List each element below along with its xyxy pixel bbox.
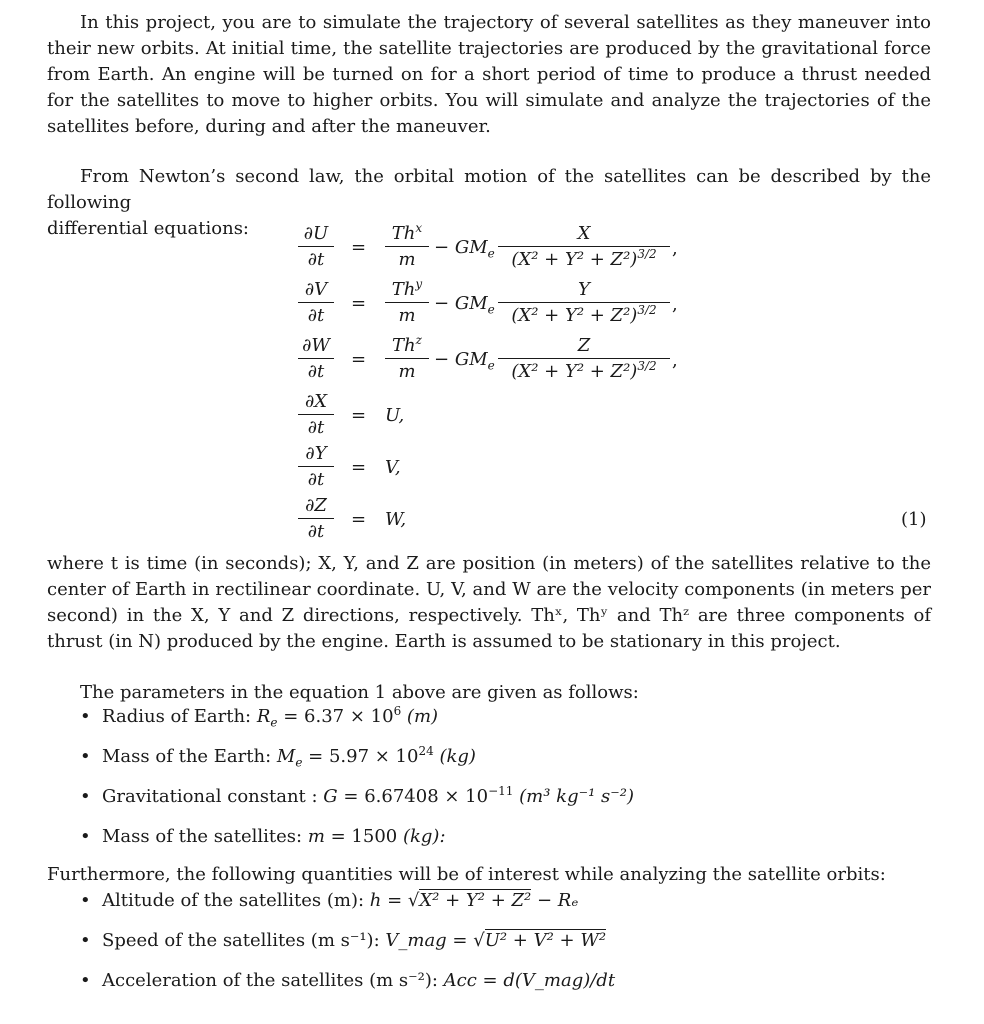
bullet-icon: •	[80, 746, 91, 767]
bullet-icon: •	[80, 706, 91, 727]
rhs-value: V,	[385, 457, 401, 478]
bullet-icon: •	[80, 786, 91, 807]
equals-sign: =	[351, 293, 367, 314]
bullet-icon: •	[80, 970, 91, 991]
gravity-term: − $GM_e$	[434, 237, 495, 261]
quantities-list	[80, 888, 960, 1008]
rhs-value: U,	[385, 405, 405, 426]
bullet-icon: •	[80, 930, 91, 951]
comma: ,	[672, 350, 678, 371]
rhs-value: W,	[385, 509, 407, 530]
where-line: where t is time (in seconds); X, Y, and Z are position (in meters) of the satellites relative to the	[47, 553, 931, 574]
equals-sign: =	[351, 349, 367, 370]
bullet-icon: •	[80, 826, 91, 847]
lhs-fraction	[298, 334, 334, 385]
lhs-numerator: ∂X	[304, 391, 328, 412]
where-line: thrust (in N) produced by the engine. Earth is assumed to be stationary in this project.	[47, 631, 841, 652]
intro-line: satellites before, during and after the maneuver.	[47, 116, 491, 137]
intro-line: for the satellites to move to higher orbits. You will simulate and analyze the trajectories of the	[47, 90, 931, 111]
thrust-fraction	[385, 278, 429, 329]
lhs-numerator: ∂U	[303, 223, 329, 244]
newton-line: From Newton’s second law, the orbital motion of the satellites can be described by the following	[47, 166, 931, 213]
mass-denominator: m	[398, 361, 416, 382]
thrust-numerator: Th$^y$	[391, 277, 423, 300]
params-intro-text: The parameters in the equation 1 above are given as follows:	[80, 682, 639, 703]
gravity-term: − $GM_e$	[434, 349, 495, 373]
equation-row-x	[0, 390, 984, 446]
equals-sign: =	[351, 405, 367, 426]
params-list	[80, 704, 960, 864]
equation-row-w	[0, 334, 984, 390]
list-item: • Acceleration of the satellites (m s⁻²): Acc = d(V_mag)/dt	[80, 968, 960, 1008]
gravity-denominator: $(X^2 + Y^2 + Z^2)^{3/2}$	[511, 359, 657, 382]
furthermore-text: Furthermore, the following quantities will be of interest while analyzing the satellite orbits:	[47, 864, 886, 885]
equation-number: (1)	[901, 509, 927, 530]
thrust-numerator: Th$^z$	[392, 333, 422, 356]
where-paragraph	[47, 551, 931, 655]
list-item: • Mass of the Earth: $M_e = 5.97 \times 10^{24}$ (kg)	[80, 744, 476, 770]
thrust-numerator: Th$^x$	[391, 221, 423, 244]
where-line: center of Earth in rectilinear coordinate. U, V, and W are the velocity components (in meters per	[47, 579, 931, 600]
lhs-denominator: ∂t	[307, 417, 325, 438]
furthermore-paragraph	[47, 862, 931, 888]
list-item: • Gravitational constant : $G = 6.67408 \times 10^{-11}$ (m³ kg⁻¹ s⁻²)	[80, 784, 960, 824]
newton-line: differential equations:	[47, 218, 249, 239]
where-line: second) in the X, Y and Z directions, respectively. Thˣ, Thʸ and Thᶻ are three components of	[47, 605, 931, 626]
gravity-term: − $GM_e$	[434, 293, 495, 317]
lhs-denominator: ∂t	[307, 469, 325, 490]
gravity-numerator: Z	[577, 335, 591, 356]
lhs-fraction	[298, 390, 334, 441]
gravity-numerator: Y	[578, 279, 590, 300]
lhs-numerator: ∂Z	[305, 495, 327, 516]
thrust-fraction	[385, 334, 429, 385]
lhs-denominator: ∂t	[307, 305, 325, 326]
params-intro	[47, 680, 931, 706]
lhs-numerator: ∂Y	[305, 443, 327, 464]
gravity-fraction	[498, 278, 670, 329]
intro-line: In this project, you are to simulate the trajectory of several satellites as they maneuver into	[80, 12, 931, 33]
lhs-fraction	[298, 222, 334, 273]
lhs-fraction	[298, 278, 334, 329]
intro-line: from Earth. An engine will be turned on for a short period of time to produce a thrust needed	[47, 64, 931, 85]
list-item: • Speed of the satellites (m s⁻¹): V_mag = √U² + V² + W²	[80, 928, 960, 968]
list-item: • Radius of Earth: $R_e = 6.37 \times 10^6$ (m)	[80, 704, 439, 730]
lhs-numerator: ∂V	[304, 279, 328, 300]
lhs-denominator: ∂t	[307, 361, 325, 382]
gravity-fraction	[498, 222, 670, 273]
bullet-icon: •	[80, 890, 91, 911]
intro-paragraph	[47, 10, 931, 140]
mass-denominator: m	[398, 305, 416, 326]
list-item: • Mass of the satellites: m = 1500 (kg):	[80, 824, 960, 864]
lhs-denominator: ∂t	[307, 249, 325, 270]
list-item: • Altitude of the satellites (m): h = √X² + Y² + Z² − Rₑ	[80, 888, 960, 928]
gravity-denominator: $(X^2 + Y^2 + Z^2)^{3/2}$	[511, 303, 657, 326]
lhs-fraction	[298, 442, 334, 493]
thrust-fraction	[385, 222, 429, 273]
gravity-fraction	[498, 334, 670, 385]
gravity-numerator: X	[577, 223, 591, 244]
equals-sign: =	[351, 237, 367, 258]
equation-row-v	[0, 278, 984, 334]
equation-block	[0, 218, 984, 548]
lhs-numerator: ∂W	[302, 335, 330, 356]
gravity-denominator: $(X^2 + Y^2 + Z^2)^{3/2}$	[511, 247, 657, 270]
equation-row-u	[0, 222, 984, 278]
equation-row-y	[0, 442, 984, 498]
comma: ,	[672, 294, 678, 315]
equation-row-z	[0, 494, 984, 550]
equals-sign: =	[351, 457, 367, 478]
lhs-denominator: ∂t	[307, 521, 325, 542]
mass-denominator: m	[398, 249, 416, 270]
lhs-fraction	[298, 494, 334, 545]
intro-line: their new orbits. At initial time, the satellite trajectories are produced by the gravitational force	[47, 38, 931, 59]
comma: ,	[672, 238, 678, 259]
equals-sign: =	[351, 509, 367, 530]
